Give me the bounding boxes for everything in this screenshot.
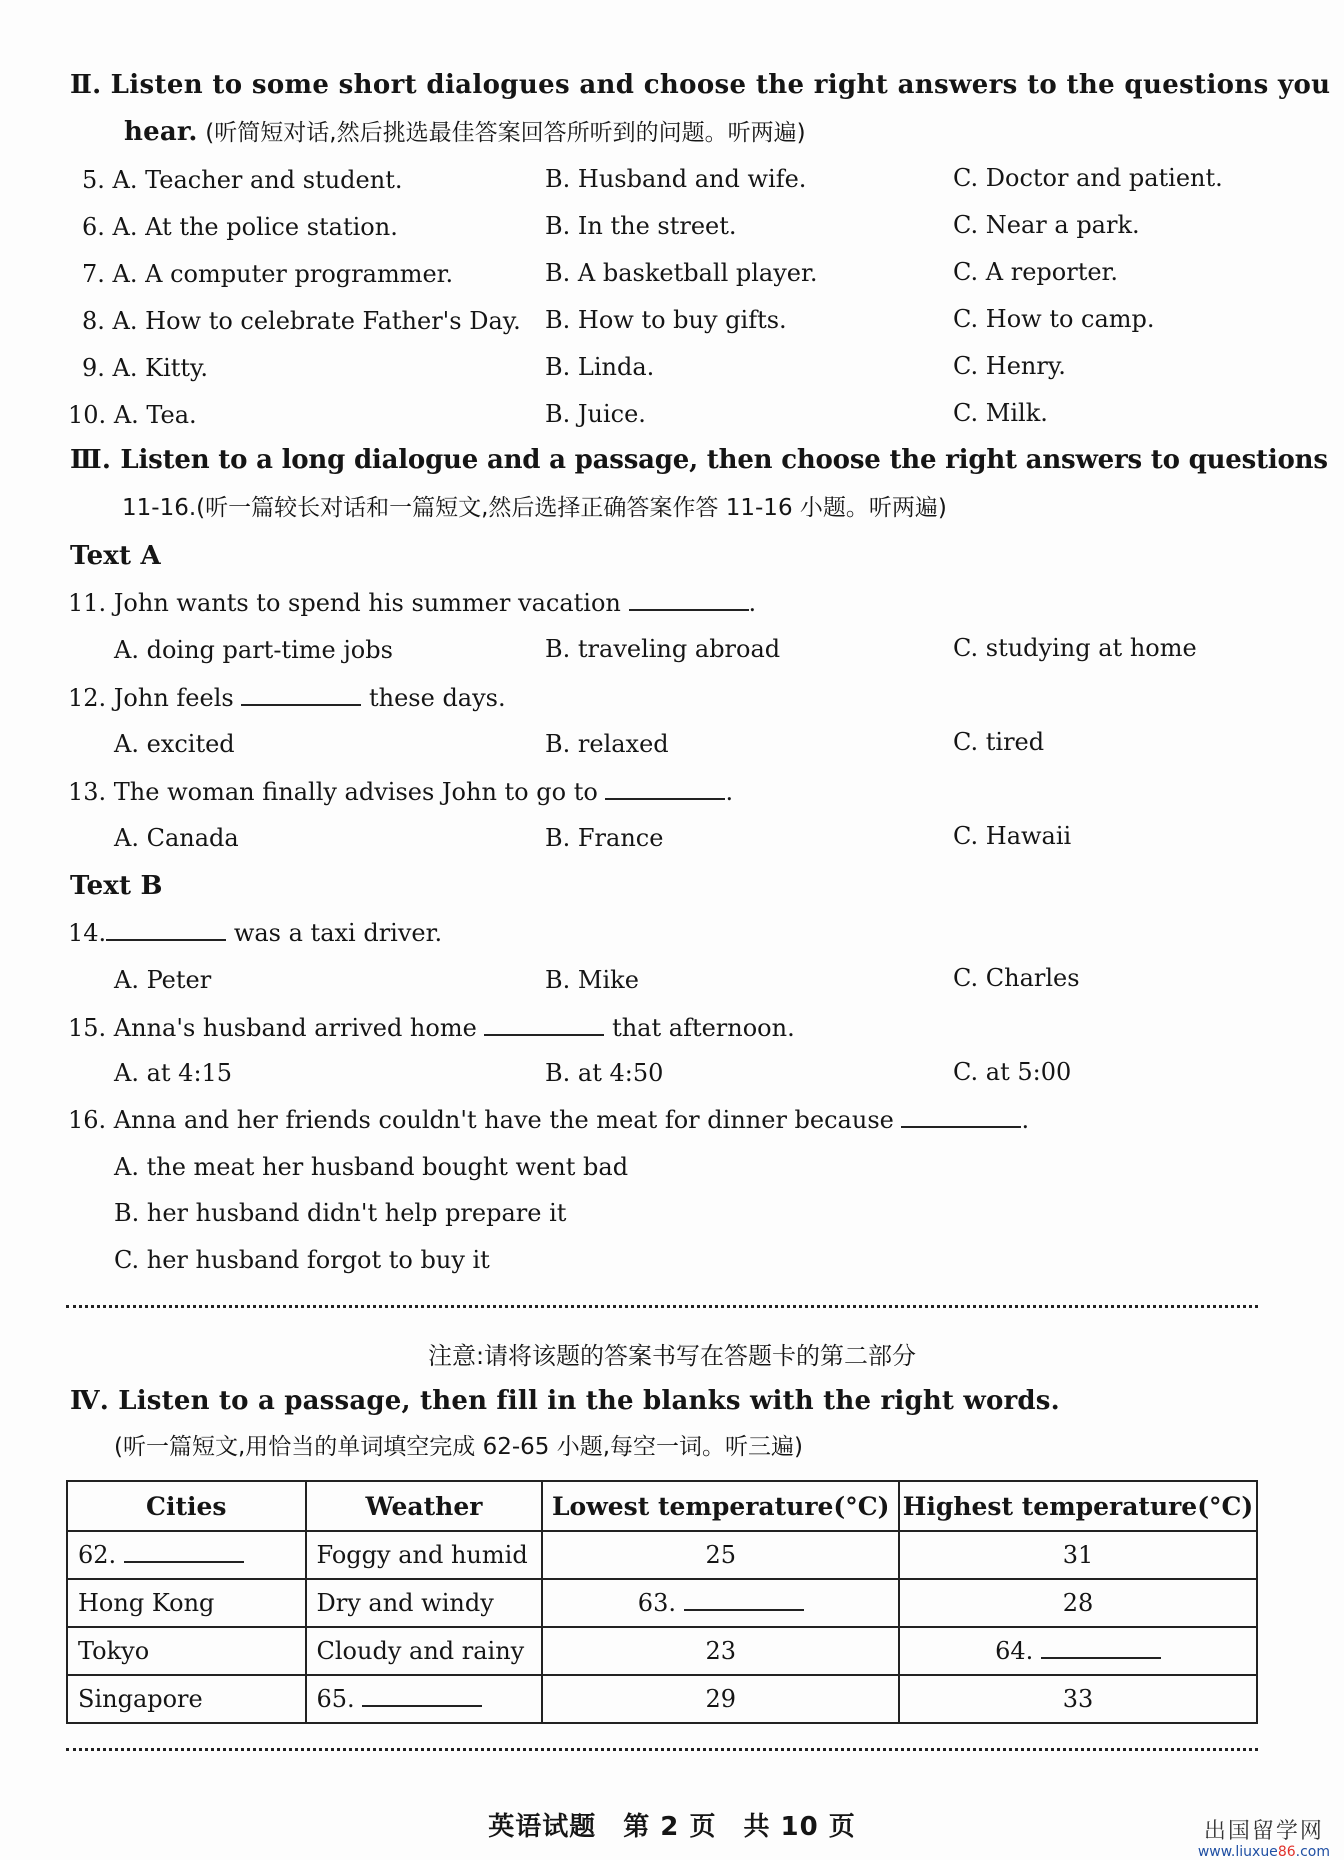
question-9-option-b: B. Linda. <box>545 353 655 381</box>
section-2-numeral: Ⅱ. <box>70 70 102 100</box>
answer-blank <box>484 1016 604 1036</box>
table-cell: 62. <box>67 1531 306 1579</box>
section-4-numeral: Ⅳ. <box>70 1386 109 1416</box>
page-footer: 英语试题 第 2 页 共 10 页 <box>488 1812 856 1842</box>
table-row <box>67 1675 1257 1723</box>
table-cell: 64. <box>899 1627 1257 1675</box>
answer-blank-62 <box>124 1543 244 1563</box>
question-15-option-c: C. at 5:00 <box>953 1058 1072 1086</box>
answer-blank <box>241 686 361 706</box>
question-7: 7. A. A computer programmer. <box>82 260 454 288</box>
question-5: 5. A. Teacher and student. <box>82 166 403 194</box>
answer-blank-64 <box>1041 1639 1161 1659</box>
table-cell: 63. <box>542 1579 899 1627</box>
section-4-title: Listen to a passage, then fill in the blanks with the right words. <box>118 1386 1060 1416</box>
question-14-option-a: A. Peter <box>114 966 212 994</box>
table-row <box>67 1627 1257 1675</box>
question-16-option-b: B. her husband didn't help prepare it <box>114 1199 567 1227</box>
watermark-url: www.liuxue86.com <box>1197 1844 1330 1860</box>
table-header-row <box>67 1481 1257 1531</box>
question-15-option-b: B. at 4:50 <box>545 1059 664 1087</box>
question-11-option-c: C. studying at home <box>953 634 1197 662</box>
question-16-option-c: C. her husband forgot to buy it <box>114 1246 490 1274</box>
question-13-option-c: C. Hawaii <box>953 822 1072 850</box>
question-15: 15. Anna's husband arrived home that afternoon. <box>68 1014 795 1042</box>
watermark-logo <box>1198 1820 1330 1860</box>
table-cell: 29 <box>542 1675 899 1723</box>
header-cities: Cities <box>67 1481 306 1531</box>
header-highest-temperature: Highest temperature(°C) <box>899 1481 1257 1531</box>
question-7-option-b: B. A basketball player. <box>545 259 818 287</box>
question-11-option-a: A. doing part-time jobs <box>114 636 393 664</box>
table-cell: Singapore <box>67 1675 306 1723</box>
dashed-divider <box>66 1305 1258 1308</box>
answer-blank <box>605 780 725 800</box>
section-2-subline <box>124 117 806 148</box>
table-cell: Hong Kong <box>67 1579 306 1627</box>
question-9-option-c: C. Henry. <box>953 352 1066 380</box>
question-6-option-b: B. In the street. <box>545 212 737 240</box>
question-12-option-a: A. excited <box>114 730 235 758</box>
table-cell: Tokyo <box>67 1627 306 1675</box>
header-weather: Weather <box>306 1481 543 1531</box>
section-2-instruction: (听简短对话,然后挑选最佳答案回答所听到的问题。听两遍) <box>205 120 806 146</box>
table-cell: 33 <box>899 1675 1257 1723</box>
answer-blank <box>629 591 749 611</box>
question-13-option-a: A. Canada <box>114 824 239 852</box>
section-3-numeral: Ⅲ. <box>70 445 112 475</box>
question-5-option-b: B. Husband and wife. <box>545 165 807 193</box>
question-10-option-c: C. Milk. <box>953 399 1048 427</box>
question-14: 14. was a taxi driver. <box>68 919 443 947</box>
section-2-title: Listen to some short dialogues and choose the right answers to the questions you <box>110 70 1331 100</box>
question-6: 6. A. At the police station. <box>82 213 398 241</box>
table-cell: 25 <box>542 1531 899 1579</box>
question-8-option-b: B. How to buy gifts. <box>545 306 787 334</box>
dashed-divider <box>66 1748 1258 1751</box>
answer-blank <box>106 921 226 941</box>
text-b-label: Text B <box>70 871 163 901</box>
question-15-option-a: A. at 4:15 <box>114 1059 233 1087</box>
question-8: 8. A. How to celebrate Father's Day. <box>82 307 521 335</box>
section-3-title: Listen to a long dialogue and a passage, then choose the right answers to questions <box>120 445 1328 475</box>
table-cell: Foggy and humid <box>306 1531 543 1579</box>
question-11-option-b: B. traveling abroad <box>545 635 781 663</box>
table-cell: 23 <box>542 1627 899 1675</box>
table-cell: Cloudy and rainy <box>306 1627 543 1675</box>
header-lowest-temperature: Lowest temperature(°C) <box>542 1481 899 1531</box>
answer-sheet-note: 注意:请将该题的答案书写在答题卡的第二部分 <box>427 1342 917 1370</box>
question-14-option-c: C. Charles <box>953 964 1080 992</box>
question-13-option-b: B. France <box>545 824 664 852</box>
question-12-option-c: C. tired <box>953 728 1045 756</box>
question-9: 9. A. Kitty. <box>82 354 209 382</box>
weather-table <box>66 1480 1258 1724</box>
section-2-title-cont: hear. <box>124 117 198 147</box>
answer-blank-65 <box>362 1687 482 1707</box>
section-2-heading <box>70 70 1330 100</box>
question-12-option-b: B. relaxed <box>545 730 669 758</box>
question-13: 13. The woman finally advises John to go to . <box>68 778 734 806</box>
section-4-heading <box>70 1386 1060 1416</box>
table-row <box>67 1531 1257 1579</box>
question-7-option-c: C. A reporter. <box>953 258 1118 286</box>
table-row <box>67 1579 1257 1627</box>
section-3-heading <box>70 445 1328 475</box>
question-11: 11. John wants to spend his summer vacation . <box>68 589 757 617</box>
question-10: 10. A. Tea. <box>68 401 197 429</box>
question-5-option-c: C. Doctor and patient. <box>953 164 1223 192</box>
question-16-option-a: A. the meat her husband bought went bad <box>114 1153 629 1181</box>
table-cell: 31 <box>899 1531 1257 1579</box>
question-6-option-c: C. Near a park. <box>953 211 1140 239</box>
question-8-option-c: C. How to camp. <box>953 305 1155 333</box>
table-cell: 28 <box>899 1579 1257 1627</box>
answer-blank <box>901 1108 1021 1128</box>
table-cell: Dry and windy <box>306 1579 543 1627</box>
table-cell: 65. <box>306 1675 543 1723</box>
question-14-option-b: B. Mike <box>545 966 639 994</box>
watermark-title: 出国留学网 <box>1203 1819 1324 1844</box>
section-3-instruction: 11-16.(听一篇较长对话和一篇短文,然后选择正确答案作答 11-16 小题。听两遍) <box>122 495 947 521</box>
question-10-option-b: B. Juice. <box>545 400 646 428</box>
text-a-label: Text A <box>70 541 161 571</box>
question-12: 12. John feels these days. <box>68 684 506 712</box>
section-4-instruction: (听一篇短文,用恰当的单词填空完成 62-65 小题,每空一词。听三遍) <box>114 1434 804 1460</box>
answer-blank-63 <box>684 1591 804 1611</box>
question-16: 16. Anna and her friends couldn't have the meat for dinner because . <box>68 1106 1030 1134</box>
